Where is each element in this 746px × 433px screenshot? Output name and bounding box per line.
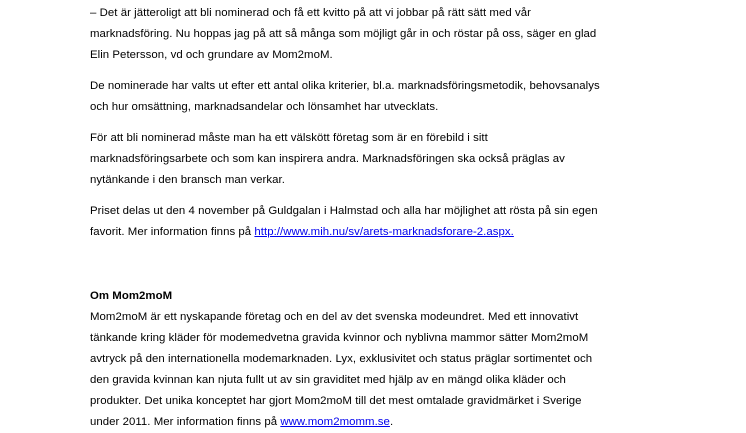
mom2mom-website-link[interactable]: www.mom2momm.se (280, 416, 390, 428)
quote-paragraph (90, 3, 690, 66)
text-line: marknadsföring. Nu hoppas jag på att så många som möjligt går in och röstar på oss, säger en glad (90, 28, 597, 40)
text-segment: . (389, 416, 394, 428)
text-line: och hur omsättning, marknadsandelar och lönsamhet har utvecklats. (90, 101, 439, 113)
text-line: nytänkande i den bransch man verkar. (90, 174, 285, 186)
text-line (90, 412, 690, 433)
text-line: Priset delas ut den 4 november på Guldgalan i Halmstad och alla har möjlighet att rösta på sin egen (90, 205, 598, 217)
mih-award-link[interactable]: http://www.mih.nu/sv/arets-marknadsforare-2.aspx. (254, 226, 514, 238)
text-line: marknadsföringsarbete och som kan inspirera andra. Marknadsföringen ska också präglas av (90, 153, 565, 165)
text-segment: favorit. Mer information finns på (90, 226, 255, 238)
document-page (90, 3, 690, 433)
text-line: För att bli nominerad måste man ha ett välskött företag som är en förebild i sitt (90, 132, 488, 144)
text-line: avtryck på den internationella modemarknaden. Lyx, exklusivitet och status präglar sortimentet och (90, 353, 593, 365)
text-line: Elin Petersson, vd och grundare av Mom2moM. (90, 49, 333, 61)
text-line: tänkande kring kläder för modemedvetna gravida kvinnor och nyblivna mammor sätter Mom2moM (90, 332, 589, 344)
requirement-paragraph (90, 128, 690, 191)
about-heading: Om Mom2moM (90, 290, 173, 302)
text-line: Mom2moM är ett nyskapande företag och en del av det svenska modeundret. Med ett innovativt (90, 311, 579, 323)
text-segment: under 2011. Mer information finns på (90, 416, 281, 428)
text-line: produkter. Det unika konceptet har gjort Mom2moM till det mest omtalade gravidmärket i Sverige (90, 395, 582, 407)
text-line: den gravida kvinnan kan njuta fullt ut av sin graviditet med hjälp av en mängd olika kläder och (90, 374, 566, 386)
text-line: – Det är jätteroligt att bli nominerad och få ett kvitto på att vi jobbar på rätt sätt med vår (90, 7, 531, 19)
text-line: De nominerade har valts ut efter ett antal olika kriterier, bl.a. marknadsföringsmetodik, behovsanalys (90, 80, 600, 92)
about-section (90, 286, 690, 433)
text-line (90, 222, 690, 243)
prize-paragraph (90, 201, 690, 243)
criteria-paragraph (90, 76, 690, 118)
